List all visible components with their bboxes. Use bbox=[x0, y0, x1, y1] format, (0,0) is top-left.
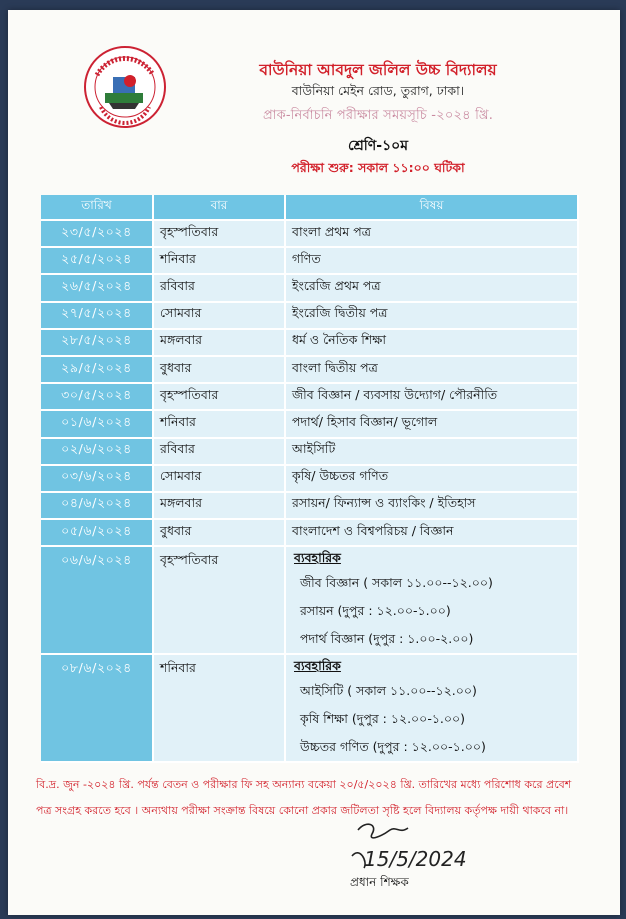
exam-day: মঙ্গলবার bbox=[153, 329, 285, 356]
table-row bbox=[41, 492, 578, 519]
exam-date: ০২/৬/২০২৪ bbox=[41, 438, 153, 465]
exam-date: ০৪/৬/২০২৪ bbox=[41, 492, 153, 519]
practical-title: ব্যবহারিক bbox=[294, 550, 341, 566]
column-header-subject: বিষয় bbox=[285, 195, 578, 220]
exam-date: ০৫/৬/২০২৪ bbox=[41, 519, 153, 546]
exam-day: শনিবার bbox=[153, 247, 285, 274]
practical-line: আইসিটি ( সকাল ১১.০০--১২.০০) bbox=[300, 683, 477, 699]
class-label: শ্রেণি-১০ম bbox=[347, 138, 409, 154]
exam-subject: কৃষি/ উচ্চতর গণিত bbox=[285, 465, 578, 492]
table-row bbox=[41, 329, 578, 356]
exam-day: সোমবার bbox=[153, 302, 285, 329]
exam-day: বৃহস্পতিবার bbox=[153, 546, 285, 654]
exam-day: সোমবার bbox=[153, 465, 285, 492]
exam-date: ০৮/৬/২০২৪ bbox=[41, 654, 153, 762]
practical-line: জীব বিজ্ঞান ( সকাল ১১.০০--১২.০০) bbox=[300, 575, 493, 591]
practical-row bbox=[41, 654, 578, 762]
table-row bbox=[41, 383, 578, 410]
exam-day: মঙ্গলবার bbox=[153, 492, 285, 519]
school-name: বাউনিয়া আবদুল জলিল উচ্চ বিদ্যালয় bbox=[259, 61, 497, 79]
column-header-date: তারিখ bbox=[41, 195, 153, 220]
practical-subjects bbox=[285, 546, 578, 654]
table-row bbox=[41, 519, 578, 546]
exam-date: ২৫/৫/২০২৪ bbox=[41, 247, 153, 274]
practical-line: কৃষি শিক্ষা (দুপুর : ১২.০০-১.০০) bbox=[300, 711, 466, 727]
exam-date: ৩০/৫/২০২৪ bbox=[41, 383, 153, 410]
exam-subject: বাংলা প্রথম পত্র bbox=[285, 220, 578, 247]
exam-date: ০৩/৬/২০২৪ bbox=[41, 465, 153, 492]
table-header-row bbox=[41, 195, 578, 220]
exam-date: ২৩/৫/২০২৪ bbox=[41, 220, 153, 247]
school-address: বাউনিয়া মেইন রোড, তুরাগ, ঢাকা। bbox=[291, 83, 465, 98]
exam-day: শনিবার bbox=[153, 654, 285, 762]
exam-subject: জীব বিজ্ঞান / ব্যবসায় উদ্যোগ/ পৌরনীতি bbox=[285, 383, 578, 410]
table-row bbox=[41, 274, 578, 301]
exam-date: ২৬/৫/২০২৪ bbox=[41, 274, 153, 301]
practical-line: উচ্চতর গণিত (দুপুর : ১২.০০-১.০০) bbox=[300, 739, 486, 755]
exam-date: ০১/৬/২০২৪ bbox=[41, 410, 153, 437]
exam-start-time: পরীক্ষা শুরু: সকাল ১১:০০ ঘটিকা bbox=[291, 160, 465, 175]
signature-date: 15/5/2024 bbox=[364, 847, 467, 871]
table-row bbox=[41, 465, 578, 492]
exam-day: রবিবার bbox=[153, 438, 285, 465]
exam-subject: বাংলাদেশ ও বিশ্বপরিচয় / বিজ্ঞান bbox=[285, 519, 578, 546]
exam-subject: রসায়ন/ ফিন্যান্স ও ব্যাংকিং / ইতিহাস bbox=[285, 492, 578, 519]
table-row bbox=[41, 410, 578, 437]
practical-title: ব্যবহারিক bbox=[294, 658, 341, 674]
footer-note: বি.দ্র. জুন -২০২৪ খ্রি. পর্যন্ত বেতন ও পরীক্ষার ফি সহ অন্যান্য বকেয়া ২০/৫/২০২৪ খ্রি. তারিখের মধ্যে পরিশোধ করে প্রবেশ পত্র সংগ্রহ করতে হবে । অন্যথায় পরীক্ষা সংক্রান্ত বিষয়ে কোনো প্রকার জটিলতা সৃষ্টি হলে বিদ্যালয় কর্তৃপক্ষ দায়ী থাকবে না। bbox=[36, 778, 572, 817]
school-logo bbox=[83, 45, 167, 129]
practical-subjects bbox=[285, 654, 578, 762]
exam-schedule-table bbox=[41, 195, 579, 763]
exam-subject: গণিত bbox=[285, 247, 578, 274]
exam-subject: ইংরেজি প্রথম পত্র bbox=[285, 274, 578, 301]
exam-subject: বাংলা দ্বিতীয় পত্র bbox=[285, 356, 578, 383]
table-row bbox=[41, 220, 578, 247]
column-header-day: বার bbox=[153, 195, 285, 220]
exam-date: ২৯/৫/২০২৪ bbox=[41, 356, 153, 383]
practical-line: পদার্থ বিজ্ঞান (দুপুর : ১.০০-২.০০) bbox=[300, 631, 474, 647]
exam-subject: ইংরেজি দ্বিতীয় পত্র bbox=[285, 302, 578, 329]
signer-title: প্রধান শিক্ষক bbox=[350, 875, 409, 889]
table-row bbox=[41, 302, 578, 329]
headmaster-signature bbox=[338, 816, 488, 880]
practical-row bbox=[41, 546, 578, 654]
exam-day: বুধবার bbox=[153, 356, 285, 383]
table-row bbox=[41, 438, 578, 465]
exam-day: শনিবার bbox=[153, 410, 285, 437]
exam-date: ২৮/৫/২০২৪ bbox=[41, 329, 153, 356]
exam-subject: পদার্থ/ হিসাব বিজ্ঞান/ ভূগোল bbox=[285, 410, 578, 437]
exam-day: রবিবার bbox=[153, 274, 285, 301]
exam-subject: ধর্ম ও নৈতিক শিক্ষা bbox=[285, 329, 578, 356]
exam-title: প্রাক-নির্বাচনি পরীক্ষার সময়সূচি -২০২৪ খ্রি. bbox=[262, 108, 494, 123]
practical-line: রসায়ন (দুপুর : ১২.০০-১.০০) bbox=[300, 603, 451, 619]
table-row bbox=[41, 247, 578, 274]
table-row bbox=[41, 356, 578, 383]
exam-subject: আইসিটি bbox=[285, 438, 578, 465]
exam-date: ২৭/৫/২০২৪ bbox=[41, 302, 153, 329]
exam-day: বৃহস্পতিবার bbox=[153, 220, 285, 247]
exam-date: ০৬/৬/২০২৪ bbox=[41, 546, 153, 654]
exam-day: বুধবার bbox=[153, 519, 285, 546]
exam-day: বৃহস্পতিবার bbox=[153, 383, 285, 410]
